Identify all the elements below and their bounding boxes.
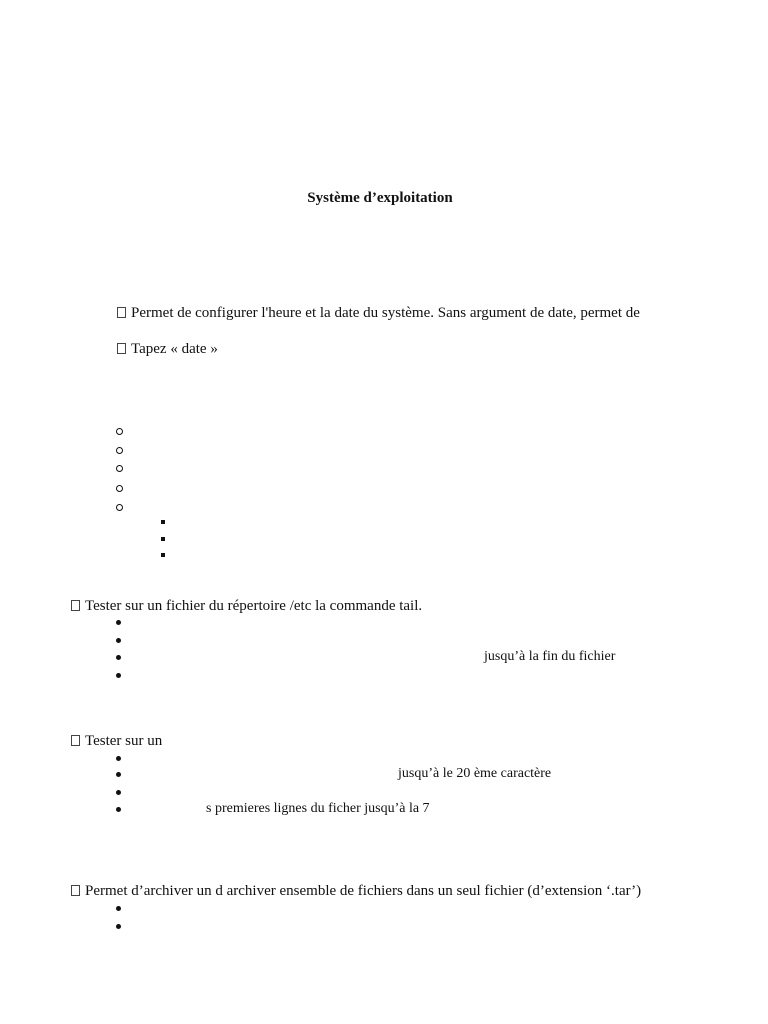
bullet-dot-icon bbox=[116, 620, 121, 625]
hollow-circle-bullet-icon bbox=[116, 504, 123, 511]
square-bullet-icon bbox=[161, 537, 165, 541]
tail-heading-text: Tester sur un fichier du répertoire /etc la commande tail. bbox=[85, 598, 423, 614]
hollow-circle-bullet-icon bbox=[116, 447, 123, 454]
date-description-text: Permet de configurer l'heure et la date du système. Sans argument de date, permet de bbox=[131, 305, 640, 321]
square-bullet-icon bbox=[161, 520, 165, 524]
hollow-circle-bullet-icon bbox=[116, 428, 123, 435]
tar-heading-line bbox=[71, 882, 641, 900]
page-title: Système d’exploitation bbox=[307, 190, 453, 206]
bullet-dot-icon bbox=[116, 906, 121, 911]
cut-bullet-text: jusqu’à le 20 ème caractère bbox=[398, 766, 552, 781]
missing-glyph-icon bbox=[71, 735, 80, 746]
missing-glyph-icon bbox=[117, 343, 126, 354]
bullet-dot-icon bbox=[116, 772, 121, 777]
cut-heading-line bbox=[71, 732, 162, 750]
missing-glyph-icon bbox=[71, 885, 80, 896]
date-instruction-text: Tapez « date » bbox=[131, 341, 218, 357]
tar-heading-text: Permet d’archiver un d archiver ensemble de fichiers dans un seul fichier (d’extension ‘.tar’) bbox=[85, 883, 642, 899]
hollow-circle-bullet-icon bbox=[116, 465, 123, 472]
tail-heading-line bbox=[71, 597, 422, 615]
cut-heading-text: Tester sur un bbox=[85, 733, 163, 749]
missing-glyph-icon bbox=[117, 307, 126, 318]
square-bullet-icon bbox=[161, 553, 165, 557]
date-description-line bbox=[117, 304, 640, 322]
hollow-circle-bullet-icon bbox=[116, 485, 123, 492]
cut-bullet-text: s premieres lignes du ficher jusqu’à la 7 bbox=[206, 801, 430, 816]
bullet-dot-icon bbox=[116, 790, 121, 795]
tail-bullet-text: jusqu’à la fin du fichier bbox=[484, 649, 616, 664]
bullet-dot-icon bbox=[116, 756, 121, 761]
bullet-dot-icon bbox=[116, 638, 121, 643]
missing-glyph-icon bbox=[71, 600, 80, 611]
bullet-dot-icon bbox=[116, 924, 121, 929]
date-instruction-line bbox=[117, 340, 218, 358]
bullet-dot-icon bbox=[116, 655, 121, 660]
bullet-dot-icon bbox=[116, 673, 121, 678]
bullet-dot-icon bbox=[116, 807, 121, 812]
